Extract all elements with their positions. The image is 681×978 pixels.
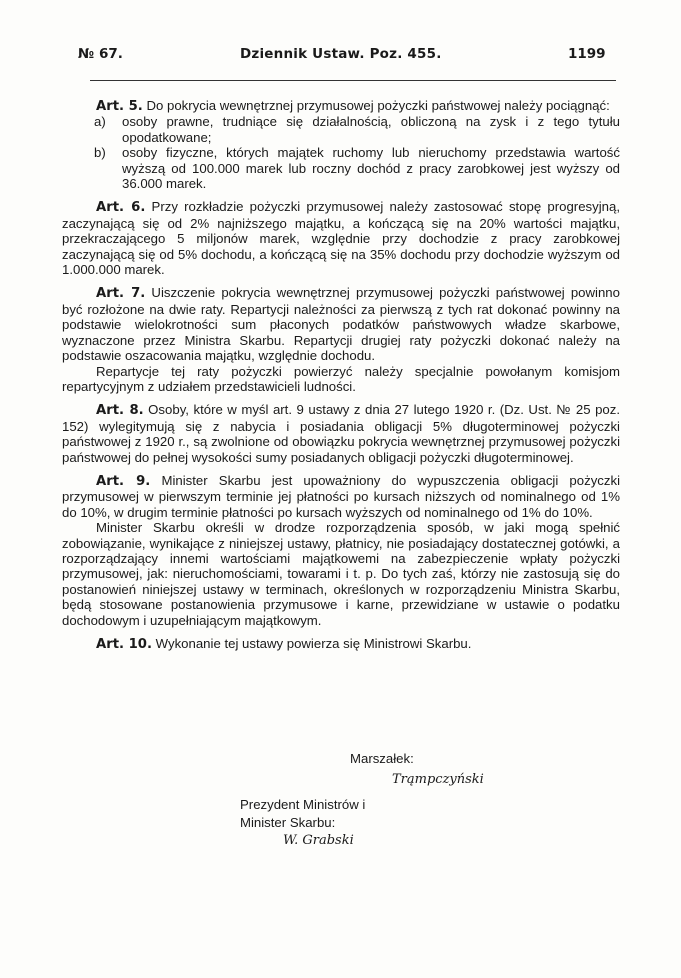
article-label: Art. 10.: [96, 637, 152, 652]
list-item-label: a): [94, 114, 106, 130]
article-8: [62, 402, 620, 465]
article-9-paragraph-2: Minister Skarbu określi w drodze rozporządzenia sposób, w jaki mogą spełnić zobowiązanie, wynikające z niniejszej ustawy, płatnicy, nie posiadający dostatecznej gotówki, a rozporządzający innemi wartościami majątkowemi na zabezpieczenie wpłaty pożyczki przymusowej, jak: nieruchomościami, towarami i t. p. Do tych zaś, którzy nie zastosują się do postanowień niniejszej ustawy w terminach, określonych w rozporządzeniu Ministra Skarbu, będą stosowane postanowienia przymusowe i karne, przewidziane w ustawie o podatku dochodowym i uzupełniającym majątkowym.: [62, 520, 620, 628]
pm-title-line-1: Prezydent Ministrów i: [240, 797, 366, 812]
article-text: Przy rozkładzie pożyczki przymusowej należy zastosować stopę progresyjną, zaczynającą się od 2% najniższego majątku, a kończącą się na 20% wartości majątku, przekraczającego 5 miljonów marek, względnie przy dochodzie z pracy zarobkowej zaczynającą się od 5% dochodu, a kończącą się na 35% dochodu przy dochodzie wyższym od 1.000.000 marek.: [62, 199, 620, 278]
article-5-list: [94, 114, 620, 191]
list-item: [94, 114, 620, 145]
header-divider: [90, 80, 616, 81]
article-text: Minister Skarbu jest upoważniony do wypuszczenia obligacji pożyczki przymusowej w pierwszym terminie jej płatności po kursach niższych od nominalnego od 1% do 10%, w drugim terminie płatności po kursach wyższych od nominalnego od 1% do 10%.: [62, 472, 620, 520]
article-text: Osoby, które w myśl art. 9 ustawy z dnia 27 lutego 1920 r. (Dz. Ust. № 25 poz. 152) wylegitymują się z nabycia i posiadania obligacji 5% długoterminowej pożyczki państwowej z 1920 r., są zwolnione od obowiązku pokrycia wewnętrznej przymusowej pożyczki państwowej do pełnej wysokości sumy posiadanych obligacji pożyczki długoterminowej.: [62, 402, 620, 465]
list-item-label: b): [94, 145, 106, 161]
article-label: Art. 7.: [96, 286, 146, 302]
page-number: 1199: [568, 46, 606, 62]
document-body: [62, 98, 620, 652]
list-item-text: osoby fizyczne, których majątek ruchomy lub nieruchomy przedstawia wartość wyższą od 100.000 marek lub roczny dochód z pracy zarobkowej jest wyższy od 36.000 marek.: [122, 145, 620, 192]
marshal-signature: Trąmpczyński: [392, 772, 484, 787]
article-7: [62, 285, 620, 394]
article-label: Art. 9.: [96, 473, 151, 489]
list-item: [94, 145, 620, 191]
page-header: [0, 46, 681, 66]
article-label: Art. 5.: [96, 99, 143, 114]
article-text: Do pokrycia wewnętrznej przymusowej pożyczki państwowej: [146, 98, 501, 113]
article-label: Art. 8.: [96, 403, 144, 419]
list-item-text: osoby prawne, trudniące się działalnością, obliczoną na zysk i z tego tytułu opodatkowane;: [122, 114, 620, 145]
article-5: [62, 98, 620, 191]
pm-signature: W. Grabski: [283, 833, 354, 848]
issue-number: № 67.: [78, 46, 123, 62]
article-text: Wykonanie tej ustawy powierza się Ministrowi Skarbu.: [155, 636, 472, 651]
article-label: Art. 6.: [96, 200, 146, 216]
marshal-title: Marszałek:: [350, 751, 414, 766]
article-text: Uiszczenie pokrycia wewnętrznej przymusowej pożyczki państwowej powinno być rozłożone na dwie raty. Repartycji należności za pierwszą z tych rat dokonać powinny na podstawie wielokrotności sum płaconych podatków państwowych władze skarbowe, wyznaczone przez Ministra Skarbu. Repartycji drugiej raty pożyczki dokonać należy na podstawie oszacowania majątku, względnie dochodu.: [62, 285, 620, 364]
article-6: [62, 199, 620, 277]
pm-title-line-2: Minister Skarbu:: [240, 815, 336, 830]
article-7-paragraph-2: Repartycje tej raty pożyczki powierzyć należy specjalnie powołanym komisjom repartycyjnym z udziałem przedstawicieli ludności.: [62, 363, 620, 394]
journal-title: Dziennik Ustaw. Poz. 455.: [240, 46, 442, 62]
article-text-continued: należy pociągnąć:: [504, 98, 610, 113]
article-10: [62, 636, 620, 652]
article-9: [62, 473, 620, 628]
